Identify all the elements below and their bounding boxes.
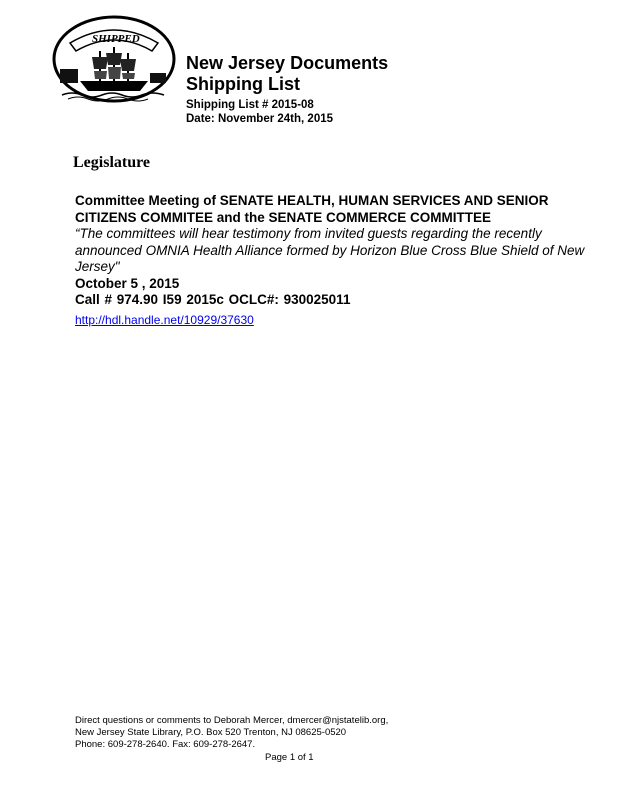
page-number: Page 1 of 1 [265, 752, 314, 763]
shipping-date: Date: November 24th, 2015 [186, 113, 334, 125]
footer-line-3: Phone: 609-278-2640. Fax: 609-278-2647. [75, 739, 256, 750]
title-line-1: New Jersey Documents [186, 53, 389, 73]
footer-line-1: Direct questions or comments to Deborah Mercer, dmercer@njstatelib.org, [75, 715, 389, 726]
entry-heading: Committee Meeting of SENATE HEALTH, HUMAN SERVICES AND SENIOR CITIZENS COMMITEE and the SENATE COMMERCE COMMITTEE [75, 193, 549, 225]
entry-call-number: Call # 974.90 I59 2015c OCLC#: 930025011 [75, 292, 351, 307]
footer-contact [75, 715, 388, 751]
document-title [186, 53, 388, 95]
shipped-ship-logo [52, 15, 176, 103]
section-title: Legislature [73, 154, 151, 171]
title-line-2: Shipping List [186, 74, 300, 94]
document-meta [186, 98, 333, 126]
shipping-list-number: Shipping List # 2015-08 [186, 99, 314, 111]
logo-shipped-text: SHIPPED [92, 33, 140, 45]
logo-ship-hull [80, 81, 148, 91]
document-entry [75, 193, 595, 328]
footer-line-2: New Jersey State Library, P.O. Box 520 Trenton, NJ 08625-0520 [75, 727, 347, 738]
entry-description: “The committees will hear testimony from invited guests regarding the recently announced OMNIA Health Alliance formed by Horizon Blue Cross Blue Shield of New Jersey" [75, 226, 585, 274]
entry-date: October 5 , 2015 [75, 275, 180, 291]
entry-handle-link[interactable]: http://hdl.handle.net/10929/37630 [75, 312, 254, 327]
